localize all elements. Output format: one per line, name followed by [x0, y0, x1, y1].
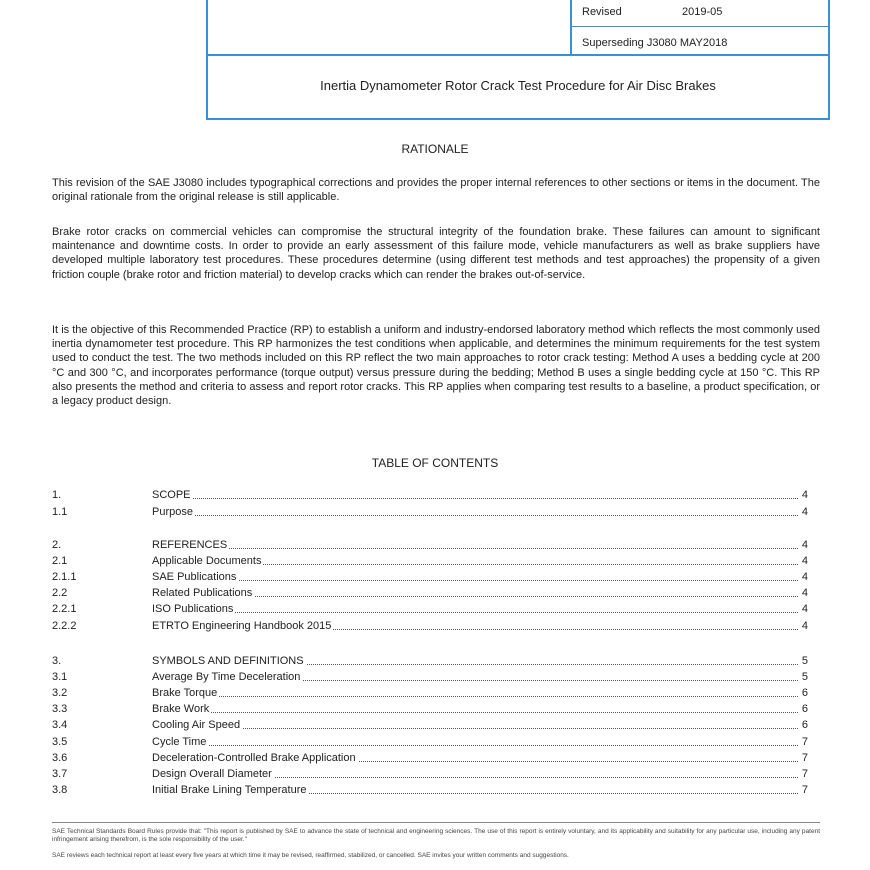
rationale-heading: RATIONALE	[401, 142, 469, 156]
toc-leader	[152, 498, 798, 499]
toc-page: 5	[801, 655, 808, 667]
toc-leader	[152, 612, 798, 613]
header-left-cell	[208, 0, 572, 54]
toc-leader	[152, 515, 798, 516]
toc-number: 1.	[52, 489, 62, 501]
footer-divider	[52, 822, 820, 823]
toc-title: Cooling Air Speed	[152, 719, 241, 731]
toc-entry[interactable]	[52, 618, 808, 634]
toc-number: 3.1	[52, 671, 68, 683]
toc-page: 4	[801, 620, 808, 632]
toc-page: 6	[801, 719, 808, 731]
toc-number: 3.3	[52, 703, 68, 715]
toc-leader	[152, 580, 798, 581]
toc-entry[interactable]	[52, 766, 808, 782]
toc-entry[interactable]	[52, 782, 808, 798]
toc-page: 5	[801, 671, 808, 683]
toc-entry[interactable]	[52, 585, 808, 601]
toc-leader	[152, 728, 798, 729]
toc-title: ISO Publications	[152, 603, 234, 615]
toc-entry[interactable]	[52, 653, 808, 669]
toc-page: 7	[801, 784, 808, 796]
toc-number: 3.6	[52, 752, 68, 764]
toc-number: 2.2.1	[52, 603, 77, 615]
toc-entry[interactable]	[52, 537, 808, 553]
toc-number: 2.2	[52, 587, 68, 599]
toc-page: 4	[801, 539, 808, 551]
toc-heading: TABLE OF CONTENTS	[371, 456, 499, 470]
toc-entry[interactable]	[52, 734, 808, 750]
toc-entry[interactable]	[52, 487, 808, 503]
toc-title: SAE Publications	[152, 571, 237, 583]
toc-page: 4	[801, 587, 808, 599]
toc-title: Purpose	[152, 506, 193, 518]
toc-title: Deceleration-Controlled Brake Application	[152, 752, 356, 764]
toc-title: SCOPE	[152, 489, 191, 501]
toc-number: 3.8	[52, 784, 68, 796]
toc-entry[interactable]	[52, 669, 808, 685]
toc-entry[interactable]	[52, 569, 808, 585]
rationale-paragraph-2: Brake rotor cracks on commercial vehicles can compromise the structural integrity of the foundation brake. These failures can amount to significant maintenance and downtime costs. In order to provide an early assessment of this failure mode, vehicle manufacturers as well as brake suppliers have developed multiple laboratory test procedures. These procedures determine (using different test methods and test approaches) the propensity of a given friction couple (brake rotor and friction material) to develop cracks which can render the brakes out-of-service.	[52, 226, 820, 281]
toc-number: 2.1	[52, 555, 68, 567]
footer-review-notice: SAE reviews each technical report at least every five years at which time it may be revised, reaffirmed, stabilized, or cancelled. SAE invites your written comments and suggestions.	[52, 852, 569, 859]
superseding-text: Superseding J3080 MAY2018	[582, 37, 728, 49]
document-header-box	[206, 0, 830, 120]
toc-title: SYMBOLS AND DEFINITIONS	[152, 655, 304, 667]
toc-leader	[152, 696, 798, 697]
toc-entry[interactable]	[52, 701, 808, 717]
toc-page: 4	[801, 571, 808, 583]
toc-leader	[152, 712, 798, 713]
toc-page: 4	[801, 555, 808, 567]
toc-page: 4	[801, 506, 808, 518]
toc-number: 2.2.2	[52, 620, 77, 632]
toc-entry[interactable]	[52, 504, 808, 520]
document-title: Inertia Dynamometer Rotor Crack Test Procedure for Air Disc Brakes	[320, 78, 716, 93]
toc-number: 3.	[52, 655, 62, 667]
rationale-paragraph-3: It is the objective of this Recommended Practice (RP) to establish a uniform and industry-endorsed laboratory method which reflects the most commonly used inertia dynamometer test procedure. This RP harmonizes the test conditions when applicable, and determines the minimum requirements for the test system used to conduct the test. The two methods included on this RP reflect the two main approaches to rotor crack testing: Method A uses a bedding cycle at 200 °C and 300 °C, and incorporates performance (torque output) versus pressure during the bedding; Method B uses a single bedding cycle at 150 °C. This RP also presents the method and criteria to assess and report rotor cracks. This RP applies when comparing test results to a baseline, a product specification, or a legacy product design.	[52, 324, 820, 408]
toc-page: 4	[801, 603, 808, 615]
toc-number: 2.1.1	[52, 571, 77, 583]
toc-title: REFERENCES	[152, 539, 228, 551]
toc-entry[interactable]	[52, 553, 808, 569]
toc-entry[interactable]	[52, 601, 808, 617]
toc-page: 7	[801, 768, 808, 780]
toc-leader	[152, 548, 798, 549]
header-right-cell	[572, 0, 828, 54]
toc-title: Brake Torque	[152, 687, 218, 699]
toc-page: 6	[801, 703, 808, 715]
toc-page: 6	[801, 687, 808, 699]
toc-page: 4	[801, 489, 808, 501]
toc-number: 3.4	[52, 719, 68, 731]
toc-number: 1.1	[52, 506, 68, 518]
toc-title: ETRTO Engineering Handbook 2015	[152, 620, 332, 632]
revised-row	[572, 0, 828, 27]
toc-title: Average By Time Deceleration	[152, 671, 301, 683]
toc-number: 3.7	[52, 768, 68, 780]
revised-label: Revised	[582, 6, 622, 18]
toc-title: Related Publications	[152, 587, 253, 599]
toc-title: Applicable Documents	[152, 555, 262, 567]
toc-number: 3.2	[52, 687, 68, 699]
toc-entry[interactable]	[52, 717, 808, 733]
toc-title: Cycle Time	[152, 736, 207, 748]
toc-title: Design Overall Diameter	[152, 768, 272, 780]
toc-entry[interactable]	[52, 750, 808, 766]
toc-title: Initial Brake Lining Temperature	[152, 784, 307, 796]
footer-disclaimer: SAE Technical Standards Board Rules provide that: "This report is published by SAE to advance the state of technical and engineering sciences. The use of this report is entirely voluntary, and its applicability and suitability for any particular use, including any patent infringement arising therefrom, is the sole responsibility of the user."	[52, 828, 820, 843]
toc-number: 3.5	[52, 736, 68, 748]
toc-leader	[152, 745, 798, 746]
toc-entry[interactable]	[52, 685, 808, 701]
header-top-row	[208, 0, 828, 56]
toc-page: 7	[801, 736, 808, 748]
toc-page: 7	[801, 752, 808, 764]
revised-date: 2019-05	[682, 6, 723, 18]
toc-title: Brake Work	[152, 703, 210, 715]
toc-number: 2.	[52, 539, 62, 551]
rationale-paragraph-1: This revision of the SAE J3080 includes typographical corrections and provides the proper internal references to other sections or items in the document. The original rationale from the original release is still applicable.	[52, 177, 820, 204]
